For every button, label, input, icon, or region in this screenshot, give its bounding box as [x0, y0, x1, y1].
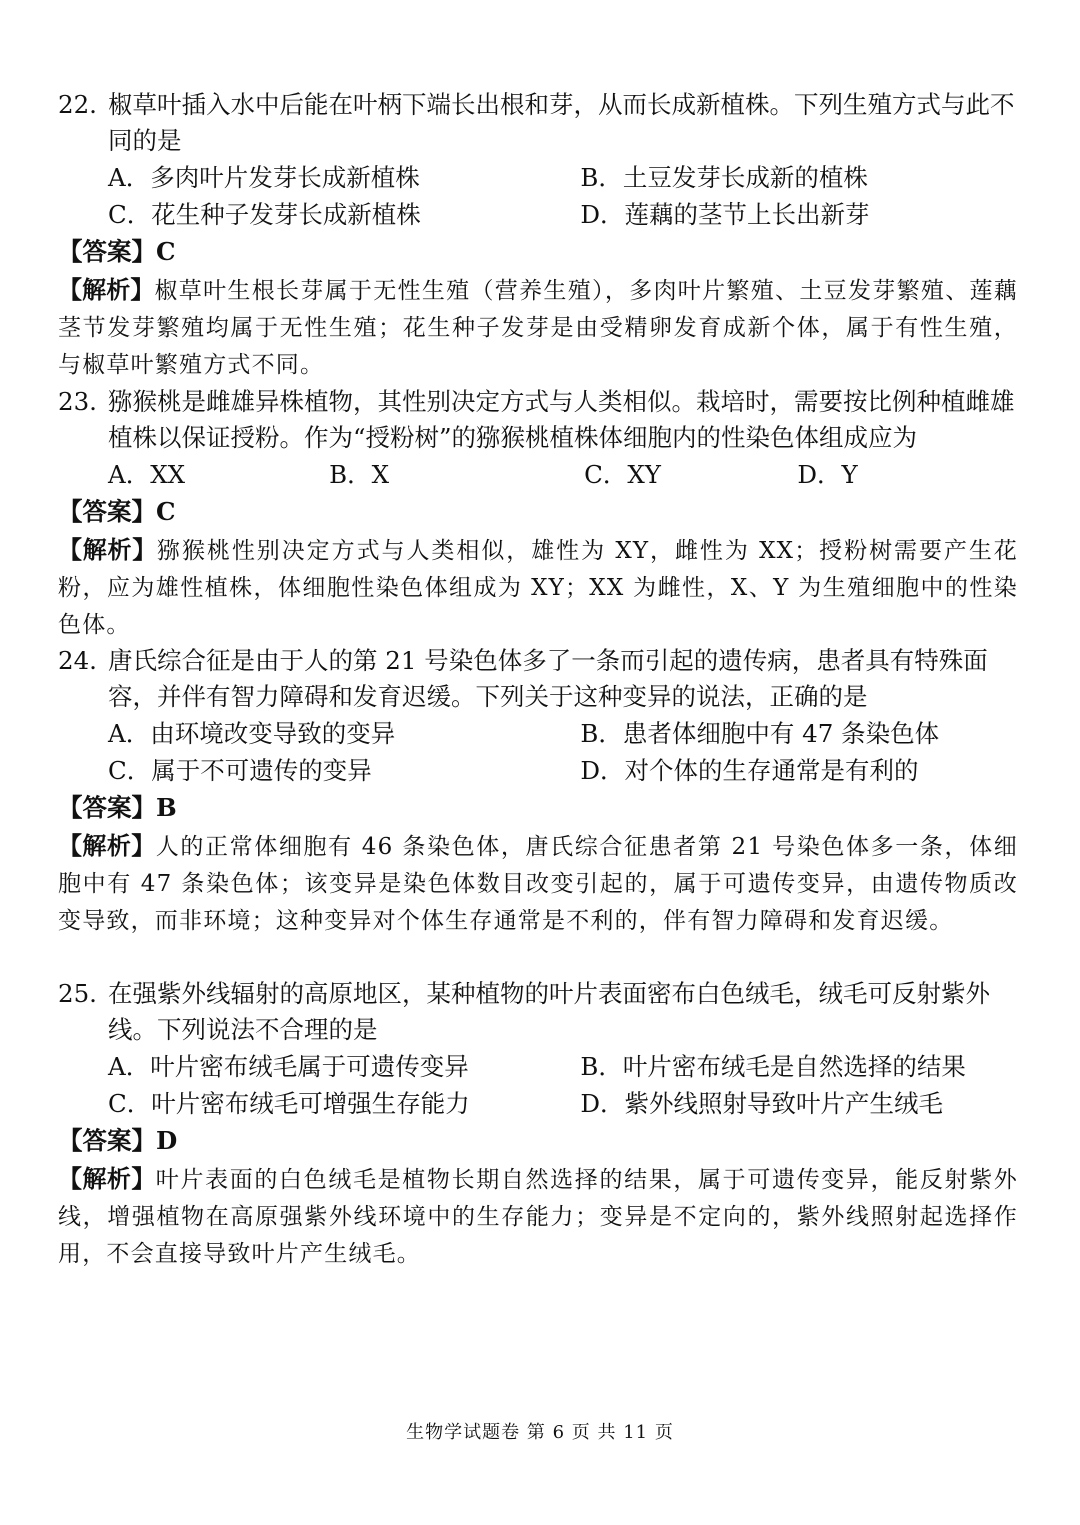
options — [58, 715, 1018, 789]
question-text: 椒草叶插入水中后能在叶柄下端长出根和芽，从而长成新植株。下列生殖方式与此不同的是 — [108, 90, 1015, 155]
question-24 — [58, 643, 1018, 940]
answer-label: 【答案】 — [58, 237, 156, 266]
options — [58, 159, 1018, 233]
answer-value: C — [156, 237, 176, 266]
question-stem — [58, 976, 1018, 1048]
question-22 — [58, 87, 1018, 384]
analysis-paragraph — [58, 827, 1018, 940]
option-a: A．由环境改变导致的变异 — [108, 719, 396, 748]
answer-line — [58, 493, 1018, 531]
question-stem — [58, 384, 1018, 456]
option-b: B．土豆发芽长成新的植株 — [580, 163, 868, 192]
analysis-label: 【解析】 — [58, 535, 157, 564]
option-a: A．XX — [108, 460, 186, 489]
answer-value: B — [156, 793, 177, 822]
question-number: 23. — [58, 387, 97, 416]
question-number: 24. — [58, 646, 97, 675]
answer-line — [58, 789, 1018, 827]
question-text: 猕猴桃是雌雄异株植物，其性别决定方式与人类相似。栽培时，需要按比例种植雌雄植株以保证授粉。作为“授粉树”的猕猴桃植株体细胞内的性染色体组成应为 — [108, 387, 1015, 452]
option-d: D．对个体的生存通常是有利的 — [580, 756, 919, 785]
option-b: B．X — [329, 460, 390, 489]
analysis-text: 人的正常体细胞有 46 条染色体，唐氏综合征患者第 21 号染色体多一条，体细胞中有 47 条染色体；该变异是染色体数目改变引起的，属于可遗传变异，由遗传物质改变导致，而非环境；这种变异对个体生存通常是不利的，伴有智力障碍和发育迟缓。 — [58, 834, 1019, 934]
option-b: B．患者体细胞中有 47 条染色体 — [580, 719, 940, 748]
answer-label: 【答案】 — [58, 497, 156, 526]
question-25 — [58, 976, 1018, 1273]
answer-line — [58, 1122, 1018, 1160]
answer-label: 【答案】 — [58, 1126, 156, 1155]
options — [58, 456, 1018, 493]
question-23 — [58, 384, 1018, 644]
analysis-label: 【解析】 — [58, 1164, 156, 1193]
analysis-label: 【解析】 — [58, 275, 155, 304]
analysis-paragraph — [58, 531, 1018, 644]
options — [58, 1048, 1018, 1122]
option-c: C．花生种子发芽长成新植株 — [108, 200, 421, 229]
option-d: D．紫外线照射导致叶片产生绒毛 — [580, 1089, 943, 1118]
option-a: A．多肉叶片发芽长成新植株 — [108, 163, 420, 192]
analysis-text: 椒草叶生根长芽属于无性生殖（营养生殖），多肉叶片繁殖、土豆发芽繁殖、莲藕茎节发芽繁殖均属于无性生殖；花生种子发芽是由受精卵发育成新个体，属于有性生殖，与椒草叶繁殖方式不同。 — [58, 278, 1019, 378]
analysis-paragraph — [58, 1160, 1018, 1273]
answer-label: 【答案】 — [58, 793, 156, 822]
option-a: A．叶片密布绒毛属于可遗传变异 — [108, 1052, 469, 1081]
analysis-label: 【解析】 — [58, 831, 156, 860]
question-stem — [58, 643, 1018, 715]
option-d: D．Y — [797, 460, 858, 489]
analysis-paragraph — [58, 271, 1018, 384]
page-footer: 生物学试题卷 第 6 页 共 11 页 — [406, 1422, 674, 1443]
option-d: D．莲藕的茎节上长出新芽 — [580, 200, 870, 229]
question-number: 22. — [58, 90, 97, 119]
answer-value: C — [156, 497, 176, 526]
question-text: 唐氏综合征是由于人的第 21 号染色体多了一条而引起的遗传病，患者具有特殊面容，并伴有智力障碍和发育迟缓。下列关于这种变异的说法，正确的是 — [108, 646, 988, 711]
option-b: B．叶片密布绒毛是自然选择的结果 — [580, 1052, 966, 1081]
answer-line — [58, 233, 1018, 271]
option-c: C．叶片密布绒毛可增强生存能力 — [108, 1089, 470, 1118]
option-c: C．XY — [584, 460, 661, 489]
analysis-text: 叶片表面的白色绒毛是植物长期自然选择的结果，属于可遗传变异，能反射紫外线，增强植物在高原强紫外线环境中的生存能力；变异是不定向的，紫外线照射起选择作用，不会直接导致叶片产生绒毛。 — [58, 1167, 1019, 1267]
answer-value: D — [156, 1126, 178, 1155]
analysis-text: 猕猴桃性别决定方式与人类相似，雄性为 XY，雌性为 XX；授粉树需要产生花粉，应为雄性植株，体细胞性染色体组成为 XY；XX 为雌性，X、Y 为生殖细胞中的性染色体。 — [58, 538, 1019, 638]
question-stem — [58, 87, 1018, 159]
question-text: 在强紫外线辐射的高原地区，某种植物的叶片表面密布白色绒毛，绒毛可反射紫外线。下列说法不合理的是 — [108, 979, 990, 1044]
option-c: C．属于不可遗传的变异 — [108, 756, 372, 785]
question-number: 25. — [58, 979, 97, 1008]
